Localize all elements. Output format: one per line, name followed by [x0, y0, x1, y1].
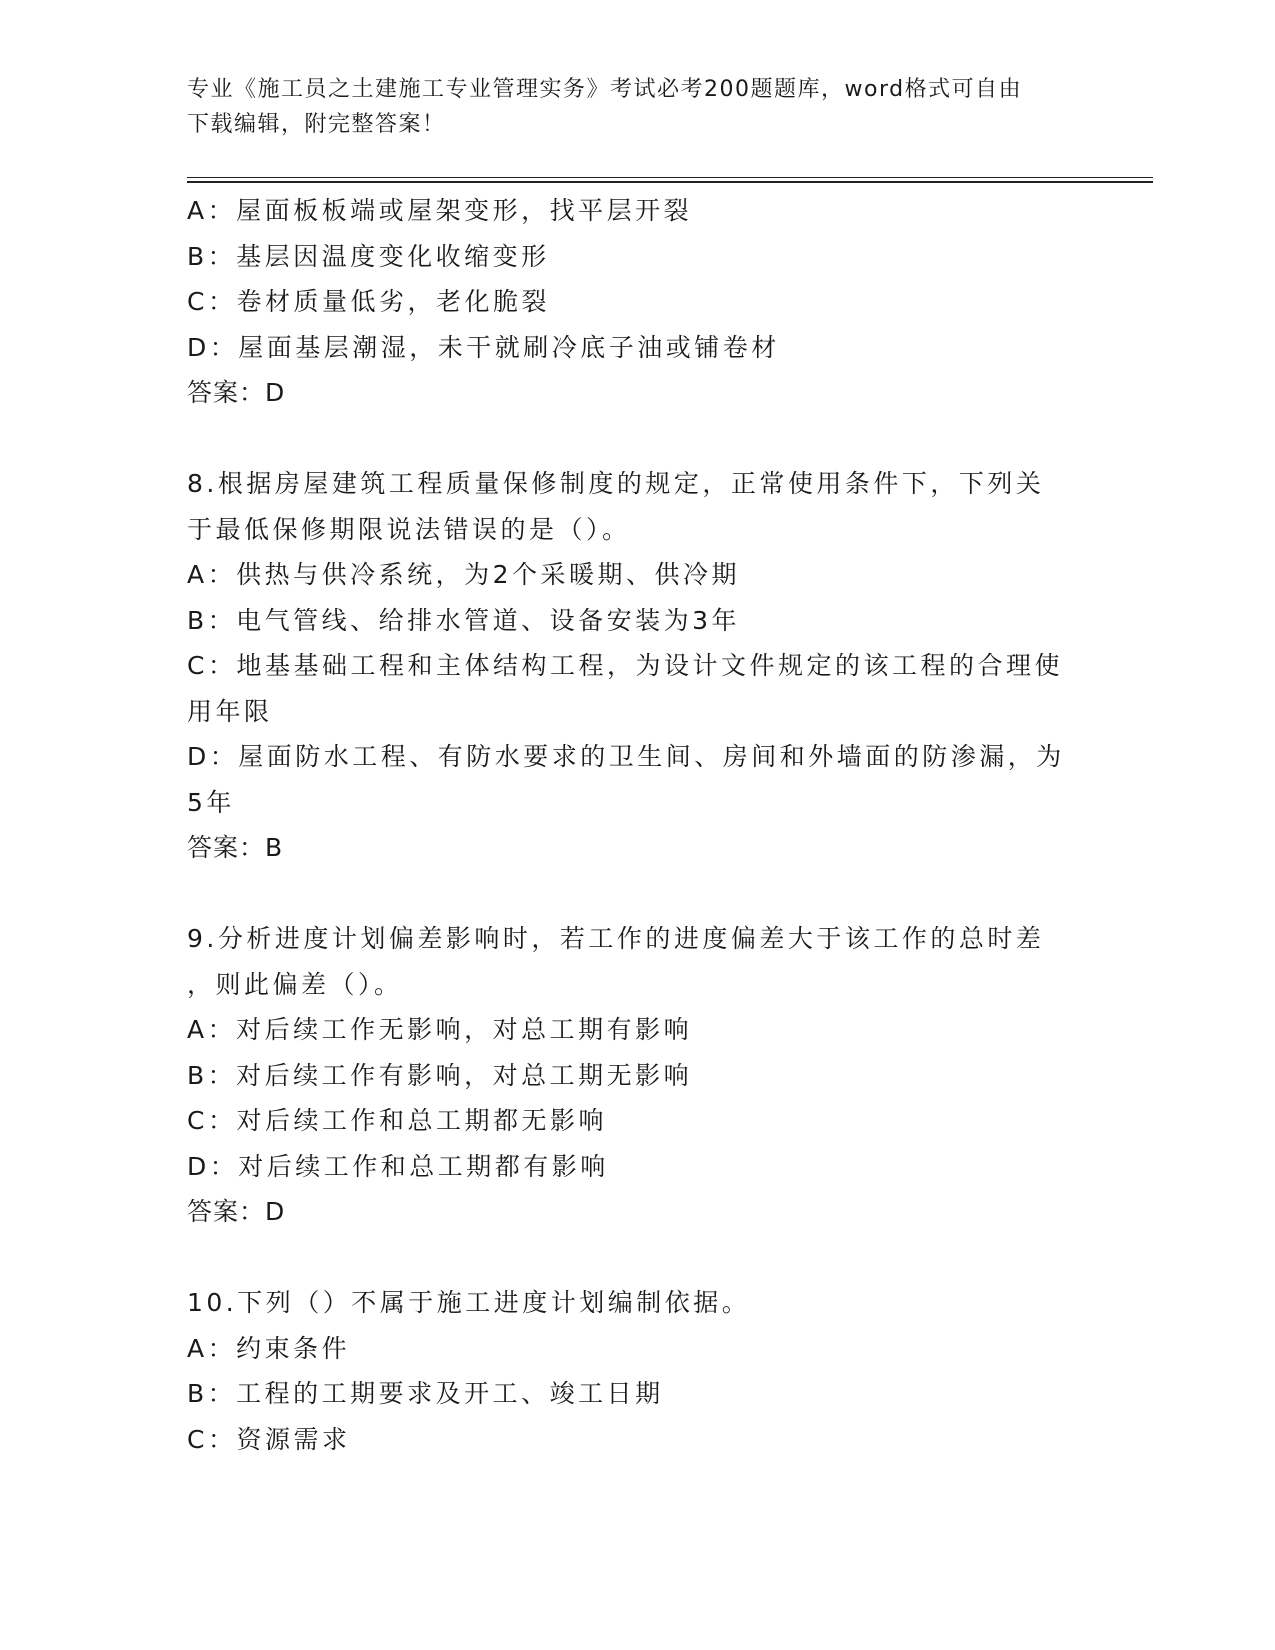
answer-line: 答案：D — [187, 1197, 286, 1226]
question-stem: 9.分析进度计划偏差影响时，若工作的进度偏差大于该工作的总时差 — [187, 924, 1045, 953]
question-stem-cont: ，则此偏差（）。 — [187, 969, 403, 999]
question-block-8 — [187, 461, 1087, 871]
option-a: A：对后续工作无影响，对总工期有影响 — [187, 1015, 693, 1044]
question-stem: 8.根据房屋建筑工程质量保修制度的规定，正常使用条件下，下列关 — [187, 469, 1045, 498]
option-c: C：卷材质量低劣，老化脆裂 — [187, 287, 550, 316]
option-d: D：屋面基层潮湿，未干就刷冷底子油或铺卷材 — [187, 332, 780, 362]
option-c-cont: 用年限 — [187, 696, 273, 726]
option-a: A：约束条件 — [187, 1333, 351, 1363]
question-block-10 — [187, 1280, 1087, 1462]
question-block-prev — [187, 188, 1087, 416]
question-block-9 — [187, 916, 1087, 1235]
document-header — [187, 72, 1087, 142]
spacer — [187, 1235, 1087, 1281]
option-b: B：工程的工期要求及开工、竣工日期 — [187, 1379, 664, 1408]
answer-line: 答案：D — [187, 378, 286, 407]
header-divider-thin — [187, 177, 1153, 178]
option-d: D：对后续工作和总工期都有影响 — [187, 1151, 609, 1181]
option-d-cont: 5年 — [187, 787, 235, 817]
question-stem: 10.下列（）不属于施工进度计划编制依据。 — [187, 1288, 751, 1317]
question-stem-cont: 于最低保修期限说法错误的是（）。 — [187, 514, 631, 544]
spacer — [187, 416, 1087, 462]
option-b: B：电气管线、给排水管道、设备安装为3年 — [187, 605, 741, 635]
option-c: C：对后续工作和总工期都无影响 — [187, 1106, 607, 1135]
header-line-2: 下载编辑，附完整答案！ — [187, 112, 446, 137]
answer-line: 答案：B — [187, 833, 284, 862]
option-c: C：地基基础工程和主体结构工程，为设计文件规定的该工程的合理使 — [187, 651, 1063, 680]
document-body — [187, 188, 1087, 1462]
header-line-1: 专业《施工员之土建施工专业管理实务》考试必考200题题库，word格式可自由 — [187, 77, 1023, 102]
option-c: C：资源需求 — [187, 1424, 351, 1454]
option-a: A：屋面板板端或屋架变形，找平层开裂 — [187, 196, 693, 225]
spacer — [187, 871, 1087, 917]
option-b: B：基层因温度变化收缩变形 — [187, 241, 550, 271]
option-a: A：供热与供冷系统，为2个采暖期、供冷期 — [187, 560, 741, 589]
option-d: D：屋面防水工程、有防水要求的卫生间、房间和外墙面的防渗漏，为 — [187, 742, 1065, 771]
option-b: B：对后续工作有影响，对总工期无影响 — [187, 1060, 693, 1090]
header-divider-thick — [187, 181, 1153, 183]
